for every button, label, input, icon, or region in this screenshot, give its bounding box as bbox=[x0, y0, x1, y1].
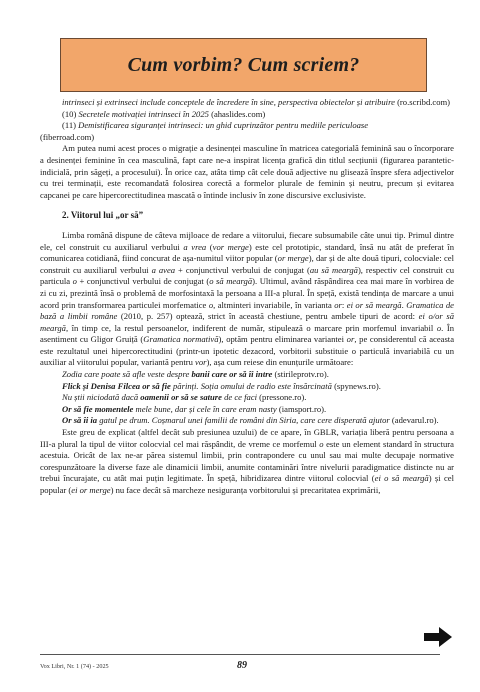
reference-10 bbox=[40, 109, 454, 121]
reference-9-source: (ro.scribd.com) bbox=[394, 97, 451, 107]
example-1: Zodia care poate să afle veste despre banii care or să îi intre (stirileprotv.ro). bbox=[62, 369, 329, 380]
title-banner bbox=[60, 38, 427, 92]
example-2: Flick și Denisa Filcea or să fie părinți. Soția omului de radio este însărcinată (spynews.ro). bbox=[62, 380, 381, 391]
reference-9-title: intrinseci și extrinseci include conceptele de încredere în sine, perspectiva obiectelor și atribuire bbox=[62, 97, 395, 107]
page-number: 89 bbox=[237, 660, 247, 671]
reference-10-source: (ahaslides.com) bbox=[208, 108, 266, 119]
example-4: Or să fie momentele mele bune, dar și cele în care eram nasty (iamsport.ro). bbox=[62, 403, 327, 414]
article-body bbox=[40, 97, 454, 497]
reference-11 bbox=[40, 120, 454, 132]
example-3: Nu știi niciodată dacă oamenii or să se sature de ce faci (pressone.ro). bbox=[62, 392, 307, 403]
paragraph-migration: Am putea numi acest proces o migrație a desinenței masculine în matricea categorială feminină sau o încorporare a desinenței feminine în cea masculină, fapt care ne-a inspirat licența grafică din titlul secțiunii (figurarea parantetic-indicială, prin săgeți, a procesului). În orice caz, atâta timp cât cele două adjective nu glisează înspre sfera adjectivelor cu trei terminații, este recomandată folosirea corectă a formelor plurale de feminin și neutru, precum și evitarea capcanei pe care hipercorectitudinea mascată o întinde inclusiv în zone discursive exclusiviste. bbox=[40, 143, 454, 200]
reference-10-title: Secretele motivației intrinseci în 2025 bbox=[78, 108, 209, 119]
page-footer bbox=[40, 654, 440, 674]
page-title: Cum vorbim? Cum scriem? bbox=[127, 53, 360, 76]
paragraph-explanation: Este greu de explicat (altfel decât sub presiunea uzului) de ce apare, în GBLR, variația liberă pentru persoana a III-a plural la tipul de viitor colocvial cel mai răspândit, de vreme ce morfemul o este un element standard în structura acestuia. Oricât de lax ne-ar părea sistemul limbii, prin contrapondere cu unul sau mai multe decupaje normative corespunzătoare la diverse faze ale dinamicii limbii, anumite contaminări între nivelurii paradigmatice distincte nu ar trebui încurajate, cu atât mai puțin legitimate. În speță, hibridizarea dintre viitorul colocvial (ei o să meargă) și cel popular (ei or merge) nu face decât să marcheze nesiguranța vorbitorului și precaritatea exprimării, bbox=[40, 427, 454, 495]
example-5: Or să îi ia gatul pe drum. Coșmarul unei familii de români din Siria, care cere disperată ajutor (adevarul.ro). bbox=[62, 415, 439, 426]
next-page-arrow-icon[interactable] bbox=[424, 627, 452, 647]
reference-11-title: Demistificarea siguranței intrinseci: un ghid cuprinzător pentru mediile periculoase bbox=[78, 120, 369, 131]
reference-11-source: (fiberroad.com) bbox=[40, 131, 95, 142]
paragraph-future-forms: Limba română dispune de câteva mijloace de redare a viitorului, fiecare subsumabile câte unui tip. Primul dintre ele, cel construit cu auxiliarul verbului a vrea (vor merge) este cel prototipic, standard, însă nu atât de preferat în comunicarea cotidiană, fiind concurat de așa-numitul viitor popular (or merge), dar și de alte două tipuri, colocviale: cel construit cu auxiliarul verbului a avea + conjunctivul verbului de conjugat (au să meargă), respectiv cel construit cu particula o + conjunctivul verbului de conjugat (o să meargă). Ultimul, având răspândirea cea mai mare în vorbirea de zi cu zi, prezintă însă o problemă de morfosintaxă la persoana a III-a plural. În speță, există tendința de marcare a unui acord prin transformarea particulei morfematice o, altminteri invariabile, în varianta or: ei or să meargă. Gramatica de bază a limbii române (2010, p. 257) optează, strict în această chestiune, pentru ambele tipuri de acord: ei o/or să meargă, în timp ce, la restul persoanelor, indiferent de număr, stipulează o marcare prin morfemul invariabil o. În asentiment cu Gligor Gruiță (Gramatica normativă), optăm pentru eliminarea variantei or, pe considerentul că aceasta este rezultatul unei hipercorectitudini (printr-un ipotetic dezacord, vorbitorii substituie o particulă invariabilă cu un auxiliar al viitorului popular, variantă pentru vor), așa cum reiese din enunțurile următoare: bbox=[40, 229, 455, 368]
reference-11-number: (11) bbox=[62, 120, 79, 131]
journal-source: Vox Libri, Nr. 1 (74) - 2025 bbox=[40, 663, 109, 670]
reference-10-number: (10) bbox=[62, 108, 79, 119]
reference-9-continued bbox=[40, 97, 454, 109]
section-title: 2. Viitorul lui „or să” bbox=[62, 210, 144, 221]
